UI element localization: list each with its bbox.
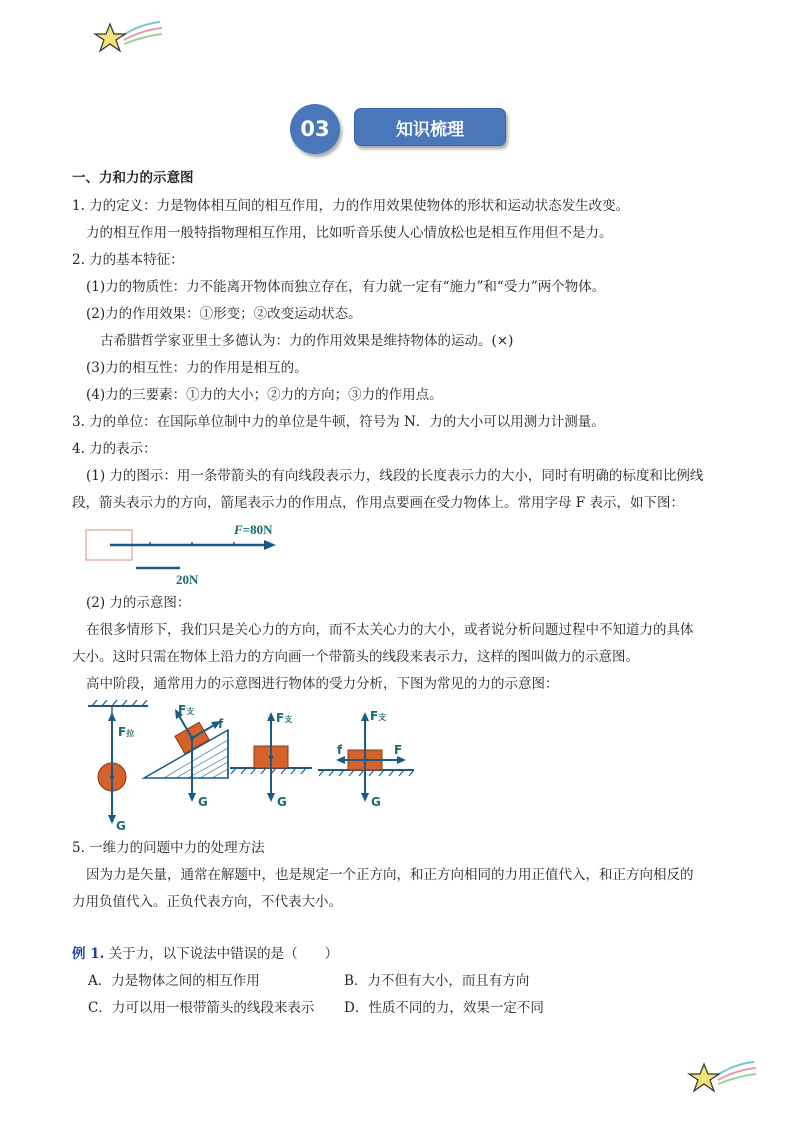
support-sub-label-2: 支	[186, 707, 195, 716]
friction-label-4: f	[337, 743, 343, 757]
gravity-label-3: G	[277, 795, 287, 809]
gravity-label-2: G	[198, 795, 208, 809]
support-label-4: F	[370, 709, 379, 723]
scale-label: 20N	[176, 572, 199, 587]
star-decoration-bottom-icon	[686, 1056, 758, 1098]
gravity-label-1: G	[116, 819, 126, 833]
option-d[interactable]: D．性质不同的力，效果一定不同	[344, 1000, 544, 1016]
text-line-1: 1. 力的定义：力是物体相互间的相互作用，力的作用效果使物体的形状和运动状态发生改变。	[72, 198, 630, 214]
push-label-4: F	[394, 743, 403, 757]
section-heading: 一、力和力的示意图	[72, 170, 194, 186]
text-line-14: 在很多情形下，我们只是关心力的方向，而不太关心力的大小，或者说分析问题过程中不知道力的具体	[86, 622, 694, 638]
force-graphic	[84, 516, 304, 590]
text-line-19: 力用负值代入。正负代表方向，不代表大小。	[72, 894, 342, 910]
svg-text:F支	[370, 709, 386, 723]
text-line-4: (1)力的物质性：力不能离开物体而独立存在，有力就一定有“施力”和“受力”两个物体。	[86, 279, 606, 295]
text-line-6: 古希腊哲学家亚里士多德认为：力的作用效果是维持物体的运动。(×)	[100, 333, 514, 349]
support-sub-label-3: 支	[284, 715, 293, 724]
text-line-18: 因为力是矢量，通常在解题中，也是规定一个正方向，和正方向相同的力用正值代入，和正方向相反的	[86, 867, 694, 883]
section-number-badge: 03	[290, 104, 340, 154]
hanging-ball-diagram	[88, 700, 148, 833]
text-line-11: (1) 力的图示：用一条带箭头的有向线段表示力，线段的长度表示力的大小，同时有明确的标度和比例线	[86, 468, 704, 484]
text-line-2: 力的相互作用一般特指物理相互作用，比如听音乐使人心情放松也是相互作用但不是力。	[86, 225, 613, 241]
example-question-text: 关于力，以下说法中错误的是（ ）	[108, 946, 339, 962]
tension-label: F	[118, 725, 127, 739]
support-sub-label-4: 支	[378, 713, 387, 722]
example-question	[72, 944, 338, 964]
example-label: 例 1.	[72, 946, 105, 962]
flat-block-diagram	[230, 711, 312, 809]
tension-sub-label: 拉	[126, 729, 135, 738]
force-label-value: =80N	[242, 522, 273, 537]
push-friction-diagram	[318, 709, 414, 809]
option-c[interactable]: C．力可以用一根带箭头的线段来表示	[88, 1000, 315, 1016]
text-line-8: (4)力的三要素：①力的大小；②力的方向；③力的作用点。	[86, 387, 443, 403]
text-line-15: 大小。这时只需在物体上沿力的方向画一个带箭头的线段来表示力，这样的图叫做力的示意图。	[72, 649, 639, 665]
star-decoration-top-icon	[92, 16, 164, 58]
option-a[interactable]: A．力是物体之间的相互作用	[88, 973, 260, 989]
friction-label-2: f	[218, 717, 224, 731]
support-label-2: F	[178, 703, 187, 717]
support-label-3: F	[276, 711, 285, 725]
text-line-16: 高中阶段，通常用力的示意图进行物体的受力分析，下图为常见的力的示意图：	[86, 676, 559, 692]
text-line-3: 2. 力的基本特征：	[72, 252, 184, 268]
text-line-13: (2) 力的示意图：	[86, 595, 191, 611]
text-line-9: 3. 力的单位：在国际单位制中力的单位是牛顿，符号为 N．力的大小可以用测力计测量。	[72, 414, 605, 430]
text-line-10: 4. 力的表示：	[72, 441, 157, 457]
incline-diagram	[144, 703, 228, 809]
svg-text:F拉	[118, 725, 134, 739]
svg-text:F=80N	[233, 522, 273, 537]
section-title-badge: 知识梳理	[354, 108, 506, 146]
text-line-5: (2)力的作用效果：①形变；②改变运动状态。	[86, 306, 362, 322]
svg-text:F支	[178, 703, 194, 717]
option-b[interactable]: B．力不但有大小，而且有方向	[344, 973, 530, 989]
text-line-17: 5. 一维力的问题中力的处理方法	[72, 840, 265, 856]
force-arrow-head	[264, 540, 276, 550]
gravity-label-4: G	[371, 795, 381, 809]
svg-text:F支	[276, 711, 292, 725]
text-line-7: (3)力的相互性：力的作用是相互的。	[86, 360, 308, 376]
text-line-12: 段，箭头表示力的方向，箭尾表示力的作用点，作用点要画在受力物体上。常用字母 F 表示，如下图：	[72, 495, 684, 511]
force-schematic-diagrams	[84, 700, 420, 836]
force-label-letter: F	[234, 522, 243, 537]
